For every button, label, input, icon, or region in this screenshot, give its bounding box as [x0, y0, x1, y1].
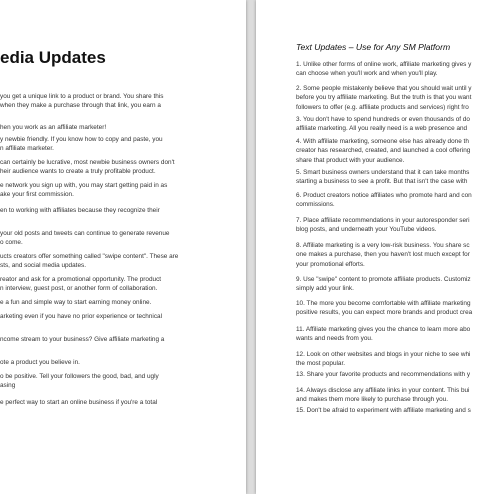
- text-line: ake your first commission.: [0, 191, 74, 199]
- list-item: [296, 275, 500, 294]
- text-line: can certainly be lucrative, most newbie business owners don't: [0, 159, 175, 166]
- paragraph: [0, 92, 200, 111]
- text-line: sts, and social media updates.: [0, 262, 86, 270]
- text-line: 12. Look on other websites and blogs in your niche to see whi: [296, 351, 471, 358]
- text-line: 3. You don't have to spend hundreds or even thousands of do: [296, 116, 470, 123]
- right-page: [256, 0, 500, 494]
- paragraph: [0, 372, 200, 391]
- text-line: n interview, guest post, or another form of collaboration.: [0, 285, 158, 293]
- section-heading: Text Updates – Use for Any SM Platform: [296, 42, 451, 52]
- text-line: 13. Share your favorite products and recommendations with y: [296, 371, 471, 378]
- text-line: en to working with affiliates because they recognize their: [0, 207, 160, 214]
- text-line: starting a business to see a profit. But that isn't the case with: [296, 178, 468, 186]
- text-line: 6. Product creators notice affiliates who promote hard and con: [296, 192, 472, 199]
- list-item: [296, 241, 500, 269]
- list-item: [296, 115, 500, 134]
- list-item: [296, 168, 500, 187]
- list-item: [296, 299, 500, 318]
- text-line: 2. Some people mistakenly believe that you should wait until y: [296, 85, 472, 92]
- text-line: e a fun and simple way to start earning money online.: [0, 299, 152, 306]
- paragraph: [0, 252, 200, 271]
- text-line: your promotional efforts.: [296, 260, 365, 268]
- text-line: can choose when you'll work and when you'll play.: [296, 70, 438, 78]
- text-line: 15. Don't be afraid to experiment with affiliate marketing and s: [296, 407, 471, 414]
- list-item: [296, 325, 500, 344]
- text-line: commissions.: [296, 201, 335, 209]
- text-line: your old posts and tweets can continue to generate revenue: [0, 230, 170, 237]
- text-line: ote a product you believe in.: [0, 359, 80, 366]
- text-line: e perfect way to start an online business if you're a total: [0, 399, 158, 406]
- paragraph: [0, 312, 200, 321]
- paragraph: [0, 181, 200, 200]
- list-item: [296, 60, 500, 79]
- paragraph: [0, 123, 200, 132]
- paragraph: [0, 206, 200, 215]
- text-line: arketing even if you have no prior experience or technical: [0, 313, 162, 320]
- paragraph: [0, 135, 200, 154]
- paragraph: [0, 229, 200, 248]
- list-item: [296, 216, 500, 235]
- paragraph: [0, 275, 200, 294]
- text-line: you get a unique link to a product or brand. You share this: [0, 93, 164, 100]
- text-line: wants and needs from you.: [296, 335, 373, 343]
- text-line: reator and ask for a promotional opportunity. The product: [0, 276, 162, 283]
- text-line: before you try affiliate marketing. But the truth is that you want: [296, 94, 472, 102]
- list-item: [296, 370, 500, 379]
- left-page: [0, 0, 246, 494]
- list-item: [296, 386, 500, 405]
- text-line: positive results, you can expect more brands and product crea: [296, 309, 473, 317]
- list-item: [296, 84, 500, 112]
- list-item: [296, 406, 500, 415]
- text-line: 1. Unlike other forms of online work, affiliate marketing gives y: [296, 61, 472, 68]
- text-line: simply add your link.: [296, 285, 354, 293]
- list-item: [296, 350, 500, 369]
- text-line: 11. Affiliate marketing gives you the chance to learn more abo: [296, 326, 471, 333]
- paragraph: [0, 298, 200, 307]
- text-line: 8. Affiliate marketing is a very low-risk business. You share sc: [296, 242, 470, 249]
- text-line: creator has researched, created, and launched a cool offering: [296, 147, 471, 155]
- text-line: share that product with your audience.: [296, 156, 405, 164]
- text-line: y newbie friendly. If you know how to copy and paste, you: [0, 136, 163, 143]
- paragraph: [0, 158, 200, 177]
- text-line: 5. Smart business owners understand that it can take months: [296, 169, 470, 176]
- text-line: ncome stream to your business? Give affiliate marketing a: [0, 336, 165, 343]
- page-title: edia Updates: [0, 48, 106, 67]
- text-line: the most popular.: [296, 360, 346, 368]
- text-line: blog posts, and underneath your YouTube videos.: [296, 226, 437, 234]
- list-item: [296, 191, 500, 210]
- text-line: when they make a purchase through that link, you earn a: [0, 102, 161, 110]
- list-item: [296, 137, 500, 165]
- text-line: 9. Use "swipe" content to promote affiliate products. Customiz: [296, 276, 471, 283]
- text-line: 14. Always disclose any affiliate links in your content. This bui: [296, 387, 470, 394]
- text-line: 7. Place affiliate recommendations in your autoresponder seri: [296, 217, 470, 224]
- text-line: ucts creators offer something called "swipe content". These are: [0, 253, 179, 260]
- paragraph: [0, 335, 200, 344]
- text-line: o come.: [0, 239, 23, 247]
- text-line: o be positive. Tell your followers the good, bad, and ugly: [0, 373, 159, 380]
- text-line: hen you work as an affiliate marketer!: [0, 124, 107, 131]
- text-line: e network you sign up with, you may start getting paid in as: [0, 182, 168, 189]
- text-line: heir audience wants to create a truly profitable product.: [0, 168, 156, 176]
- text-line: 10. The more you become comfortable with affiliate marketing: [296, 300, 471, 307]
- paragraph: [0, 398, 200, 407]
- paragraph: [0, 358, 200, 367]
- text-line: n affiliate marketer.: [0, 145, 54, 153]
- text-line: followers to offer (e.g. affiliate products and services) right fro: [296, 103, 469, 111]
- text-line: asing: [0, 382, 16, 390]
- text-line: one makes a purchase, then you haven't lost much except for: [296, 251, 470, 259]
- text-line: affiliate marketing. All you really need is a web presence and: [296, 125, 468, 133]
- text-line: and makes them more likely to purchase through you.: [296, 396, 449, 404]
- text-line: 4. With affiliate marketing, someone else has already done th: [296, 138, 469, 145]
